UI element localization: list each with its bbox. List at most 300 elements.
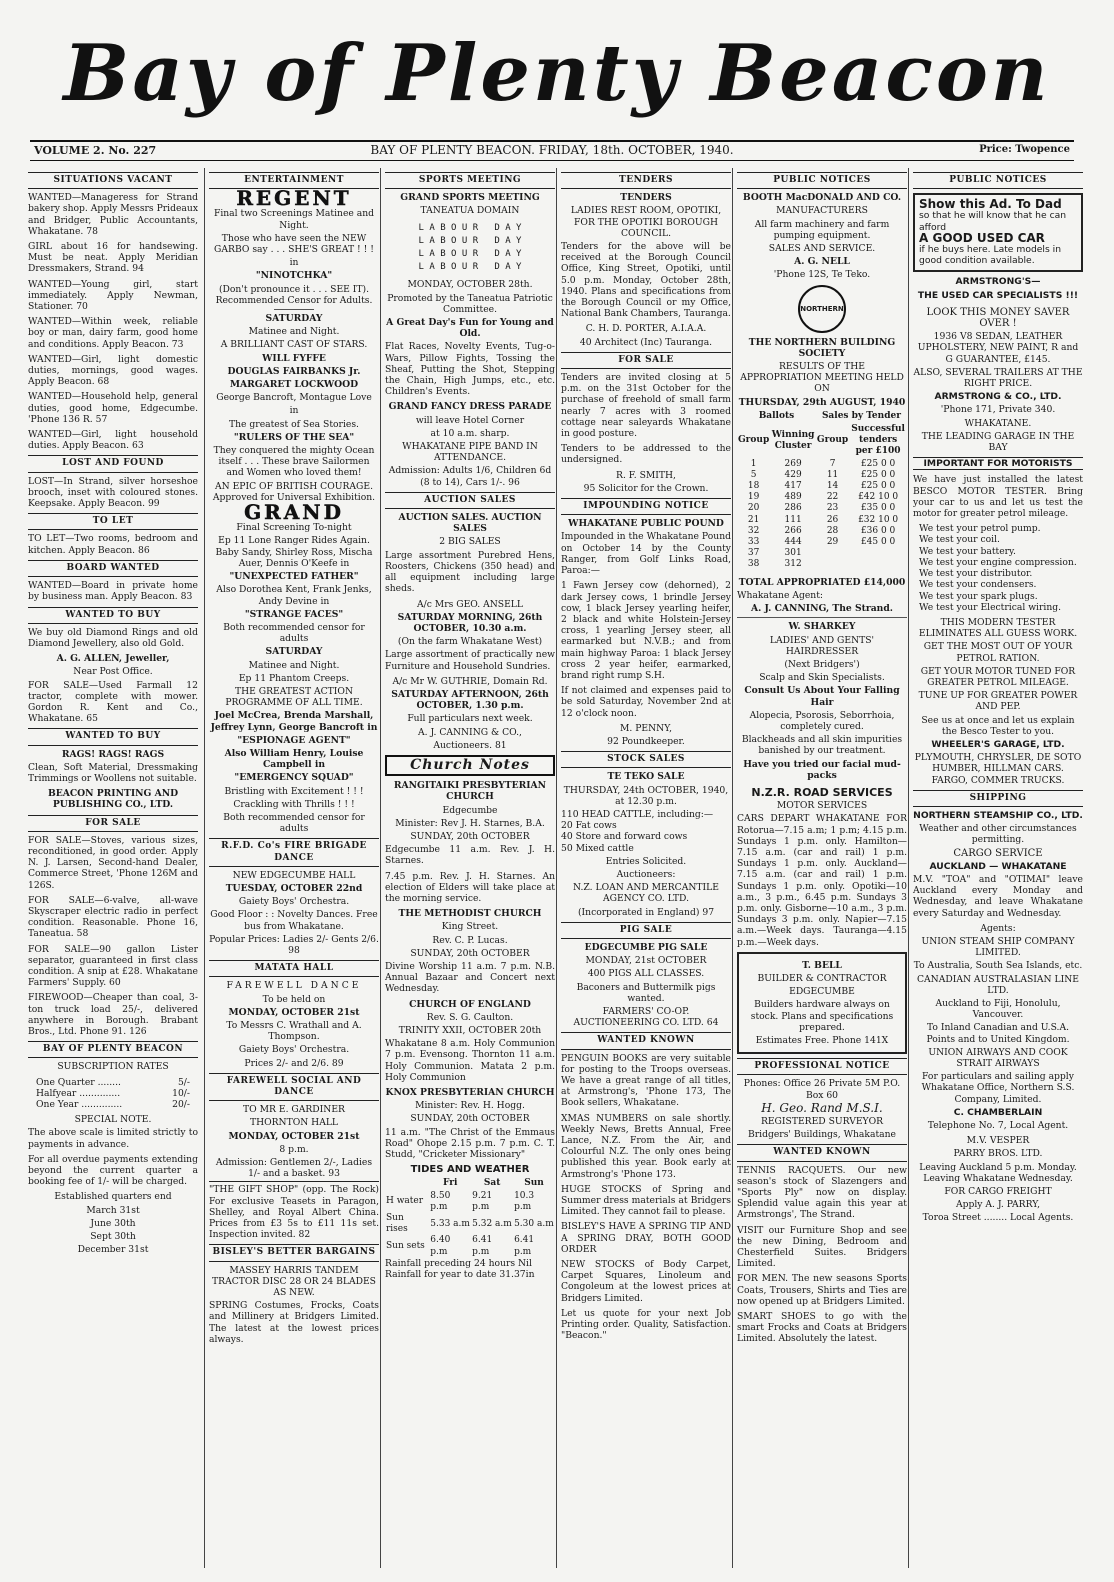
text: To be held on (262, 993, 326, 1005)
table-row (737, 559, 907, 570)
text: Baconers and Buttermilk pigs wanted. (576, 981, 716, 1004)
text: N.Z. LOAN AND MERCANTILE AGENCY CO. LTD. (573, 882, 719, 905)
text: For particulars and sailing apply Whakatane Office, Northern S.S. Company, Limited. (921, 1071, 1075, 1105)
text: CARGO SERVICE (953, 847, 1043, 859)
classified-ad: SMART SHOES to go with the smart Frocks and Coats at Bridgers Limited. Absolutely the latest. (737, 1311, 907, 1345)
table-cell: 28 (826, 525, 839, 536)
text: Final Screening To-night (236, 522, 352, 534)
table-cell: 286 (784, 503, 802, 514)
text: Agents: (980, 922, 1016, 934)
text: Toroa Street ........ Local Agents. (922, 1212, 1074, 1224)
text: PARRY BROS. LTD. (953, 1148, 1043, 1160)
text: 1936 V8 SEDAN, LEATHER UPHOLSTERY, NEW PAINT, R and G GUARANTEE, £145. (917, 331, 1079, 365)
column-5 (732, 168, 907, 1568)
table-cell: £25 0 0 (860, 458, 896, 469)
text: MONDAY, 21st OCTOBER (585, 955, 707, 967)
text: Gaiety Boys' Orchestra. (238, 896, 350, 908)
table-cell: 8.50 p.m (430, 1190, 451, 1212)
divider (274, 309, 314, 310)
text: Phones: Office 26 Private 5M P.O. Box 60 (743, 1078, 901, 1101)
text: WHAKATANE PUBLIC POUND (568, 518, 724, 530)
text: To Australia, South Sea Islands, etc. (913, 960, 1083, 972)
text: REGISTERED SURVEYOR (760, 1116, 884, 1128)
text: Crackling with Thrills ! ! ! (233, 798, 355, 810)
quarters-list (28, 1205, 198, 1256)
rate-value: 5/- (177, 1076, 190, 1088)
text: Have you tried our facial mud-packs (743, 758, 901, 781)
text: THE NORTHERN BUILDING SOCIETY (748, 336, 896, 359)
text: A. J. CANNING & CO., (418, 726, 522, 738)
text: FOR CARGO FREIGHT (944, 1186, 1052, 1198)
text: A BRILLIANT CAST OF STARS. (220, 339, 368, 351)
actor-name: WILL FYFFE (262, 352, 326, 364)
text: MONDAY, OCTOBER 28th. (407, 279, 533, 291)
classified-ad: WANTED—Manageress for Strand bakery shop. Apply Messrs Prideaux and Bridger, Public Accountants, Whakatane. 78 (28, 192, 198, 237)
table-cell: 7 (829, 458, 836, 469)
text: 8 p.m. (279, 1143, 309, 1155)
table-header: Ballots (758, 410, 795, 421)
table-header: Fri (443, 1178, 458, 1189)
church-name: RANGITAIKI PRESBYTERIAN CHURCH (393, 780, 547, 803)
classified-ad: SPRING Costumes, Frocks, Coats and Millinery at Bridgers Limited. The latest at the lowest prices always. (209, 1300, 379, 1345)
text: Final two Screenings Matinee and Night. (213, 208, 375, 231)
text: THORNTON HALL (249, 1117, 339, 1129)
text: 92 Poundkeeper. (607, 735, 685, 747)
text: IMPORTANT FOR MOTORISTS (913, 457, 1083, 470)
text: in (289, 405, 299, 417)
text: so that he will know that he can afford (919, 210, 1067, 233)
text: EDGECUMBE (789, 986, 855, 998)
text: R. F. SMITH, (616, 469, 676, 481)
text: WHAKATANE PIPE BAND IN ATTENDANCE. (402, 441, 538, 464)
classified-ad: FOR MEN. The new seasons Sports Coats, Trousers, Shirts and Ties are now opened up at Bridgers Limited. (737, 1273, 907, 1307)
text: ARMSTRONG & CO., LTD. (934, 391, 1062, 403)
text: AUCKLAND — WHAKATANE (929, 860, 1067, 872)
columns (28, 168, 1083, 1568)
table-cell: 269 (784, 458, 802, 469)
rate-label: One Quarter ........ (36, 1076, 121, 1088)
classified-ad: BISLEY'S HAVE A SPRING TIP AND A SPRING DRAY, BOTH GOOD ORDER (561, 1221, 731, 1255)
text: Apply A. J. PARRY, (955, 1199, 1041, 1211)
text: Also Dorothea Kent, Frank Jenks, Andy Devine in (216, 584, 372, 607)
newspaper-title: Bay of Plenty Beacon (63, 28, 1051, 119)
text: SATURDAY AFTERNOON, 26th OCTOBER, 1.30 p.m. (391, 688, 549, 712)
table-header: Group (738, 435, 770, 446)
table-cell: 301 (784, 548, 802, 559)
section-heading: FOR SALE (561, 352, 731, 369)
section-heading: LOST AND FOUND (28, 455, 198, 472)
test-item: We test your condensers. (919, 579, 1037, 591)
classified-ad: LOST—In Strand, silver horseshoe brooch, inset with coloured stones. Keepsake. Apply Beacon. 99 (28, 475, 198, 510)
film-title: "RULERS OF THE SEA" (233, 431, 355, 443)
table-cell: 10.3 p.m (514, 1190, 535, 1212)
text: 20 Fat cows (561, 820, 617, 832)
text: TO MR E. GARDINER (243, 1104, 345, 1116)
section-heading: WANTED KNOWN (737, 1144, 907, 1161)
quarter-date: Sept 30th (90, 1231, 136, 1243)
rags-heading: RAGS! RAGS! RAGS (61, 748, 165, 760)
nzr-heading: N.Z.R. ROAD SERVICES (751, 785, 893, 799)
ballot-body (737, 459, 907, 571)
text: TUNE UP FOR GREATER POWER AND PEP. (918, 690, 1078, 713)
table-cell: 1 (750, 458, 757, 469)
tides-heading: TIDES AND WEATHER (410, 1164, 530, 1176)
text: To Messrs C. Wrathall and A. Thompson. (226, 1020, 362, 1043)
text: Whakatane Agent: (737, 589, 823, 601)
text: will leave Hotel Corner (415, 414, 525, 426)
section-heading: BAY OF PLENTY BEACON (28, 1041, 198, 1058)
rate-row (36, 1099, 190, 1110)
church-name: THE METHODIST CHURCH (398, 908, 542, 920)
text: FARMERS' CO-OP. AUCTIONEERING CO. LTD. 64 (573, 1006, 719, 1029)
classified-ad: Clean, Soft Material, Dressmaking Trimmings or Woollens not suitable. (28, 761, 198, 784)
film-title: "ESPIONAGE AGENT" (237, 734, 351, 746)
table-cell: £25 0 0 (860, 481, 896, 492)
text: 7.45 p.m. Rev. J. H. Starnes. An election of Elders will take place at the morning service. (385, 870, 555, 904)
column-2 (204, 168, 379, 1568)
text: THE LEADING GARAGE IN THE BAY (921, 430, 1075, 454)
table-cell: 444 (784, 537, 802, 548)
table-cell: 6.41 p.m (472, 1235, 493, 1257)
divider (737, 617, 907, 618)
section-heading: R.F.D. Co's FIRE BRIGADE DANCE (209, 838, 379, 866)
text: M.V. VESPER (966, 1135, 1030, 1147)
text: in (289, 257, 299, 269)
table-cell: 32 (747, 525, 760, 536)
labour-day-line: L A B O U R D A Y (418, 235, 522, 246)
text: Ep 11 Phantom Creeps. (238, 672, 350, 684)
labour-day-line: L A B O U R D A Y (418, 262, 522, 273)
table-cell: £45 0 0 (860, 537, 896, 548)
text: THE USED CAR SPECIALISTS !!! (917, 289, 1079, 301)
labour-day-list (385, 223, 555, 274)
table-header: Winning Cluster (771, 429, 815, 451)
text: Tenders are invited closing at 5 p.m. on the 31st October for the purchase of freehold of small farm nearly 7 acres with 3 roomed cottage near saleyards Whakatane in good posture. (561, 372, 731, 440)
labour-day-line: L A B O U R D A Y (418, 222, 522, 233)
masthead (0, 0, 1114, 148)
text: Matinee and Night. (248, 326, 340, 338)
regent-theatre-title: REGENT (236, 186, 352, 211)
section-heading: IMPOUNDING NOTICE (561, 498, 731, 515)
text: SATURDAY MORNING, 26th OCTOBER, 10.30 a.m. (397, 611, 543, 634)
northern-building-society-logo: NORTHERN (798, 285, 846, 333)
quarter-date: March 31st (86, 1204, 140, 1216)
text: Promoted by the Taneatua Patriotic Committee. (387, 292, 553, 315)
classified-ad: WANTED—Girl, light household duties. Apply Beacon. 63 (28, 429, 198, 452)
classified-ad: PENGUIN BOOKS are very suitable for posting to the Troops overseas. We have a great range of all titles, at Armstrong's, 'Phone 173, The Book sellers, Whakatane. (561, 1052, 731, 1109)
grand-theatre-title: GRAND (244, 500, 344, 525)
text: Entries Solicited. (605, 855, 687, 867)
table-row (737, 515, 907, 526)
table-cell: £42 10 0 (858, 492, 899, 503)
used-car-ad (913, 193, 1083, 272)
column-1 (28, 168, 198, 1568)
for-sale-list (28, 835, 198, 1037)
text: 2 BIG SALES (439, 536, 501, 548)
text: Ep 11 Lone Ranger Rides Again. Baby Sandy, Shirley Ross, Mischa Auer, Dennis O'Keefe in (215, 535, 373, 569)
text: 1 Fawn Jersey cow (dehorned), 2 dark Jersey cows, 1 brindle Jersey cow, 1 black Jersey yearling heifer, 2 black and white Holstein-Jersey cross, 1 yearling Jersey steer, all earmarked but N.V.B.; and from main highway Paroa: 1 black Jersey cross 2 year heifer, earmarked, brand right rump S.H. (561, 580, 731, 681)
advertiser-address: Near Post Office. (73, 666, 153, 678)
section-heading: STOCK SALES (561, 751, 731, 768)
text: Telephone No. 7, Local Agent. (927, 1120, 1069, 1132)
text: A. G. NELL (794, 256, 850, 268)
column-3 (380, 168, 555, 1568)
text: A/c Mrs GEO. ANSELL (417, 598, 523, 610)
special-note-heading: SPECIAL NOTE. (74, 1114, 152, 1126)
table-cell: 38 (747, 559, 760, 570)
text: King Street. (441, 921, 499, 933)
section-heading: FAREWELL SOCIAL AND DANCE (209, 1073, 379, 1101)
text: If not claimed and expenses paid to be sold Saturday, November 2nd at 12 o'clock noon. (561, 685, 731, 719)
text: H. Geo. Rand M.S.I. (761, 1100, 883, 1115)
text: Auctioneers. 81 (433, 739, 507, 751)
text: WHAKATANE. (964, 417, 1032, 429)
table-cell (816, 559, 849, 570)
text: PLYMOUTH, CHRYSLER, DE SOTO HUMBER, HILLMAN CARS. FARGO, COMMER TRUCKS. (914, 752, 1082, 786)
text: Builders hardware always on stock. Plans and specifications prepared. (750, 999, 894, 1033)
classified-ad: WANTED—Young girl, start immediately. Apply Newman, Stationer. 70 (28, 278, 198, 313)
table-row (737, 537, 907, 548)
table-row (385, 1213, 555, 1235)
text: Divine Worship 11 a.m. 7 p.m. N.B. Annual Bazaar and Concert next Wednesday. (385, 960, 555, 995)
actor-name: MARGARET LOCKWOOD (229, 379, 359, 391)
text: Large assortment Purebred Hens, Roosters, Chickens (350 head) and all equipment including large sheds. (385, 549, 555, 595)
text: A GOOD USED CAR (919, 230, 1045, 245)
text: BOOTH MacDONALD AND CO. (742, 192, 902, 204)
text: Rainfall for year to date 31.37in (385, 1269, 535, 1281)
column-6 (908, 168, 1083, 1568)
table-cell: 5.32 a.m (472, 1218, 512, 1229)
section-heading: SHIPPING (913, 790, 1083, 807)
table-header: Successful tenders per £100 (851, 424, 905, 457)
text: Matinee and Night. (248, 659, 340, 671)
text: THIS MODERN TESTER ELIMINATES ALL GUESS WORK. (918, 616, 1078, 640)
section-heading: FOR SALE (28, 815, 198, 832)
table-cell (849, 559, 907, 570)
section-heading: AUCTION SALES (385, 492, 555, 509)
table-cell: £36 0 0 (860, 525, 896, 536)
text: See us at once and let us explain the Besco Tester to you. (921, 714, 1075, 737)
section-heading: BISLEY'S BETTER BARGAINS (209, 1244, 379, 1261)
text: 'Phone 12S, Te Teko. (773, 269, 871, 281)
text: EDGECUMBE PIG SALE (584, 941, 708, 953)
table-row (737, 459, 907, 470)
classified-ad: FOR SALE—Used Farmall 12 tractor, complete with mower. Gordon R. Kent and Co., Whakatane. 65 (28, 679, 198, 725)
test-item: We test your engine compression. (919, 556, 1077, 568)
text: To Inland Canadian and U.S.A. Points and to United Kingdom. (926, 1022, 1070, 1045)
text: CARS DEPART WHAKATANE FOR Rotorua—7.15 a.m; 1 p.m; 4.15 p.m. Sundays 1 p.m. only. Hamilton—7.15 a.m. (car and rail) 1 p.m. Sundays 1 p.m. only. Auckland—7.15 a.m. (car and rail) 1 p.m. Sundays 1 p.m. only. Opotiki—10 a.m., 3 p.m., 6.45 p.m. Sundays 3 p.m. only. Gisborne—10 a.m., 3 p.m. Sundays 3 p.m. only. Napier—7.15 a.m.—Week days. Tauranga—4.15 p.m.—Week days. (737, 813, 907, 948)
table-cell: 11 (826, 469, 839, 480)
text: NEW EDGECUMBE HALL (232, 869, 356, 881)
text: Weather and other circumstances permitting. (919, 823, 1077, 846)
classified-ad: "THE GIFT SHOP" (opp. The Rock) For exclusive Teasets in Paragon, Shelley, and Royal Albert China. Prices from £3 5s to £11 11s set. Inspection invited. 82 (209, 1181, 379, 1240)
text: 95 Solicitor for the Crown. (583, 482, 709, 494)
text: They conquered the mighty Ocean itself . . . These brave Sailormen and Women who loved them! (213, 445, 375, 479)
quarter-date: June 30th (90, 1217, 136, 1229)
classified-ad: GIRL about 16 for handsewing. Must be neat. Apply Meridian Dressmakers, Strand. 94 (28, 241, 198, 275)
text: Blackheads and all skin impurities banished by our treatment. (741, 734, 903, 757)
table-cell: 417 (784, 481, 802, 492)
text: Admission: Gentlemen 2/-, Ladies 1/- and a basket. 93 (215, 1157, 373, 1180)
classified-ad: FIREWOOD—Cheaper than coal, 3-ton truck load 25/-, delivered anywhere in Borough. Brabant Bros., Ltd. Phone 91. 126 (28, 992, 198, 1037)
classified-ad: VISIT our Furniture Shop and see the new Dining, Bedroom and Chesterfield Suites. Bridgers Limited. (737, 1224, 907, 1270)
classified-ad: XMAS NUMBERS on sale shortly. Weekly News, Bretts Annual, Free Lance, N.Z. From the Air, and Colourful N.Z. The only ones being published this year. Book early at Armstrong's 'Phone 173. (561, 1112, 731, 1180)
table-cell: £25 0 0 (860, 469, 896, 480)
classified-ad: TENNIS RACQUETS. Our new season's stock of Slazengers and "Sports Ply" now on display. Splendid value again this year at Armstrongs', The Strand. (737, 1164, 907, 1221)
text: LADIES REST ROOM, OPOTIKI, FOR THE OPOTIKI BOROUGH COUNCIL. (570, 205, 722, 239)
issue-date: BAY OF PLENTY BEACON. FRIDAY, 18th. OCTOBER, 1940. (370, 143, 734, 157)
table-cell: 23 (826, 503, 839, 514)
text: THE GREATEST ACTION PROGRAMME OF ALL TIME. (225, 685, 363, 709)
text: 'Phone 171, Private 340. (940, 404, 1056, 416)
text: Edgecumbe 11 a.m. Rev. J. H. Starnes. (385, 844, 555, 867)
table-cell (816, 548, 849, 559)
text: WHEELER'S GARAGE, LTD. (931, 738, 1065, 750)
classified-ad: NEW STOCKS of Body Carpet, Carpet Squares, Linoleum and Congoleum at the lowest prices at Bridgers Limited. (561, 1259, 731, 1304)
text: (Incorporated in England) 97 (577, 906, 715, 918)
dateline (30, 140, 1074, 161)
tides-header-row (385, 1177, 555, 1190)
volume-number: VOLUME 2. No. 227 (34, 144, 157, 157)
rate-row (36, 1088, 190, 1099)
section-heading: MATATA HALL (209, 960, 379, 977)
text: A Great Day's Fun for Young and Old. (386, 317, 554, 340)
text: Bristling with Excitement ! ! ! (224, 785, 364, 797)
film-title: "STRANGE FACES" (244, 608, 344, 620)
text: if he buys here. Late models in good condition available. (919, 244, 1062, 267)
column-4 (556, 168, 731, 1568)
text: SALES AND SERVICE. (768, 243, 876, 255)
text: Both recommended censor for adults (223, 811, 365, 835)
quarter-date: December 31st (77, 1244, 149, 1256)
text: RESULTS OF THE APPROPRIATION MEETING HELD ON (740, 361, 904, 395)
table-row (385, 1235, 555, 1257)
text: TENDERS (620, 192, 672, 204)
text: AUCTION SALES. AUCTION SALES (398, 512, 542, 535)
section-heading: PIG SALE (561, 922, 731, 939)
text: TOTAL APPROPRIATED £14,000 (738, 576, 906, 588)
text: GET YOUR MOTOR TUNED FOR GREATER PETROL MILEAGE. (920, 665, 1076, 688)
text: Also William Henry, Louise Campbell in (224, 747, 364, 771)
text: The greatest of Sea Stories. (229, 418, 359, 430)
text: Bridgers' Buildings, Whakatane (748, 1129, 896, 1141)
text: NORTHERN STEAMSHIP CO., LTD. (913, 809, 1083, 821)
text: Auckland to Fiji, Honolulu, Vancouver. (935, 998, 1061, 1021)
classified-ad: FOR SALE—6-valve, all-wave Skyscraper electric radio in perfect condition. Reasonable. Phone 16, Taneatua. 58 (28, 894, 198, 940)
text: Gaiety Boys' Orchestra. (238, 1044, 350, 1056)
text: All farm machinery and farm pumping equipment. (754, 218, 890, 241)
text: Flat Races, Novelty Events, Tug-o-Wars, Pillow Fights, Tossing the Sheaf, Putting the Shot, Stepping the Chain, High Jumps, etc., etc. Children's Events. (385, 341, 555, 398)
rates-list (36, 1077, 190, 1111)
text: Scalp and Skin Specialists. (759, 672, 885, 684)
classified-ad: WANTED—Within week, reliable boy or man, dairy farm, good home and conditions. Apply Beacon. 73 (28, 316, 198, 350)
text: UNION STEAM SHIP COMPANY LIMITED. (921, 935, 1075, 959)
table-cell: 14 (826, 481, 839, 492)
table-cell: 18 (747, 481, 760, 492)
table-cell: 5.30 a.m (514, 1218, 554, 1229)
section-heading: TENDERS (561, 172, 731, 189)
text: at 10 a.m. sharp. (430, 427, 510, 439)
church-name: CHURCH OF ENGLAND (409, 998, 531, 1010)
text: AN EPIC OF BRITISH COURAGE. Approved for Universal Exhibition. (212, 480, 376, 503)
text: Leaving Auckland 5 p.m. Monday. Leaving Whakatane Wednesday. (919, 1161, 1077, 1184)
text: SATURDAY (265, 646, 323, 658)
tests-list (919, 523, 1083, 613)
note-text: The above scale is limited strictly to payments in advance. (28, 1127, 198, 1150)
text: Good Floor : : Novelty Dances. Free bus from Whakatane. (210, 909, 378, 932)
text: 50 Mixed cattle (561, 842, 634, 854)
text: MANUFACTURERS (776, 205, 868, 217)
text: 11 a.m. "The Christ of the Emmaus Road" Ohope 2.15 p.m. 7 p.m. C. T. Studd, "Cricketer Missionary" (385, 1126, 555, 1161)
text: (Don't pronounce it . . . SEE IT). Recommended Censor for Adults. (215, 283, 373, 306)
text: Joel McCrea, Brenda Marshall, Jeffrey Lynn, George Bancroft in (210, 710, 378, 733)
text: MONDAY, OCTOBER 21st (228, 1006, 360, 1018)
table-cell: 266 (784, 525, 802, 536)
text: BUILDER & CONTRACTOR (757, 972, 887, 984)
table-cell: 37 (747, 548, 760, 559)
text: LADIES' AND GENTS' HAIRDRESSER (769, 634, 875, 657)
table-cell: £32 10 0 (858, 514, 899, 525)
text: Tenders for the above will be received at the Borough Council Office, King Street, Opotiki, until 5.0 p.m. Monday, October 28th, 1940. Plans and specifications from the Borough Council or my Office, National Bank Chambers, Tauranga. (561, 241, 731, 320)
text: C. H. D. PORTER, A.I.A.A. (585, 323, 707, 335)
text: A/c Mr W. GUTHRIE, Domain Rd. (392, 675, 548, 687)
text: MONDAY, OCTOBER 21st (228, 1130, 360, 1142)
text: Minister: Rev J. H. Starnes, B.A. (395, 817, 545, 829)
table-cell: 6.40 p.m (430, 1235, 451, 1257)
text: 40 Store and forward cows (561, 831, 688, 843)
table-row (737, 503, 907, 514)
text: Consult Us About Your Falling Hair (744, 685, 900, 708)
section-heading: ENTERTAINMENT (209, 172, 379, 189)
tides-table (385, 1177, 555, 1257)
text: GRAND SPORTS MEETING (400, 192, 540, 204)
film-title: "EMERGENCY SQUAD" (234, 772, 354, 784)
text: MASSEY HARRIS TANDEM TRACTOR DISC 28 OR 24 BLADES AS NEW. (212, 1264, 376, 1299)
text: Prices 2/- and 2/6. 89 (244, 1057, 344, 1069)
table-cell: £35 0 0 (860, 503, 896, 514)
text: THURSDAY, 24th OCTOBER, 1940, at 12.30 p.m. (563, 784, 729, 807)
table-row (737, 548, 907, 559)
subscription-heading: SUBSCRIPTION RATES (57, 1061, 169, 1073)
price: Price: Twopence (979, 144, 1070, 155)
text: Whakatane 8 a.m. Holy Communion 7 p.m. Evensong. Thornton 11 a.m. Holy Communion. Matata 2 p.m. Holy Communion (385, 1038, 555, 1083)
text: Estimates Free. Phone 141X (755, 1035, 889, 1046)
table-cell: 312 (784, 559, 802, 570)
classified-ad: WANTED—Girl, light domestic duties, mornings, good wages. Apply Beacon. 68 (28, 353, 198, 388)
table-cell: H water (386, 1196, 424, 1207)
text: TRINITY XXII, OCTOBER 20th (398, 1025, 542, 1036)
tides-body (385, 1191, 555, 1258)
film-title: "UNEXPECTED FATHER" (229, 571, 359, 583)
text: ALSO, SEVERAL TRAILERS AT THE RIGHT PRICE. (913, 366, 1083, 390)
text: T. BELL (802, 959, 842, 971)
table-cell (849, 548, 907, 559)
advertiser-name: A. G. ALLEN, Jeweller, (56, 653, 170, 665)
situations-list (28, 192, 198, 451)
t-bell-ad (737, 952, 907, 1054)
table-cell: 26 (826, 514, 839, 525)
classified-ad: TO LET—Two rooms, bedroom and kitchen. Apply Beacon. 86 (28, 533, 198, 556)
text: George Bancroft, Montague Love (216, 392, 372, 404)
text: Rev. C. P. Lucas. (432, 934, 508, 946)
classified-ad: We buy old Diamond Rings and old Diamond Jewellery, also old Gold. (28, 626, 198, 649)
classified-ad: WANTED—Board in private home by business man. Apply Beacon. 83 (28, 580, 198, 603)
text: Show this Ad. To Dad (919, 197, 1062, 212)
section-heading: TO LET (28, 513, 198, 530)
text: 110 HEAD CATTLE, including:— (561, 808, 714, 820)
text: Alopecia, Psorosis, Seborrhoia, completely cured. (749, 709, 895, 732)
text: Auctioneers: (616, 868, 676, 880)
